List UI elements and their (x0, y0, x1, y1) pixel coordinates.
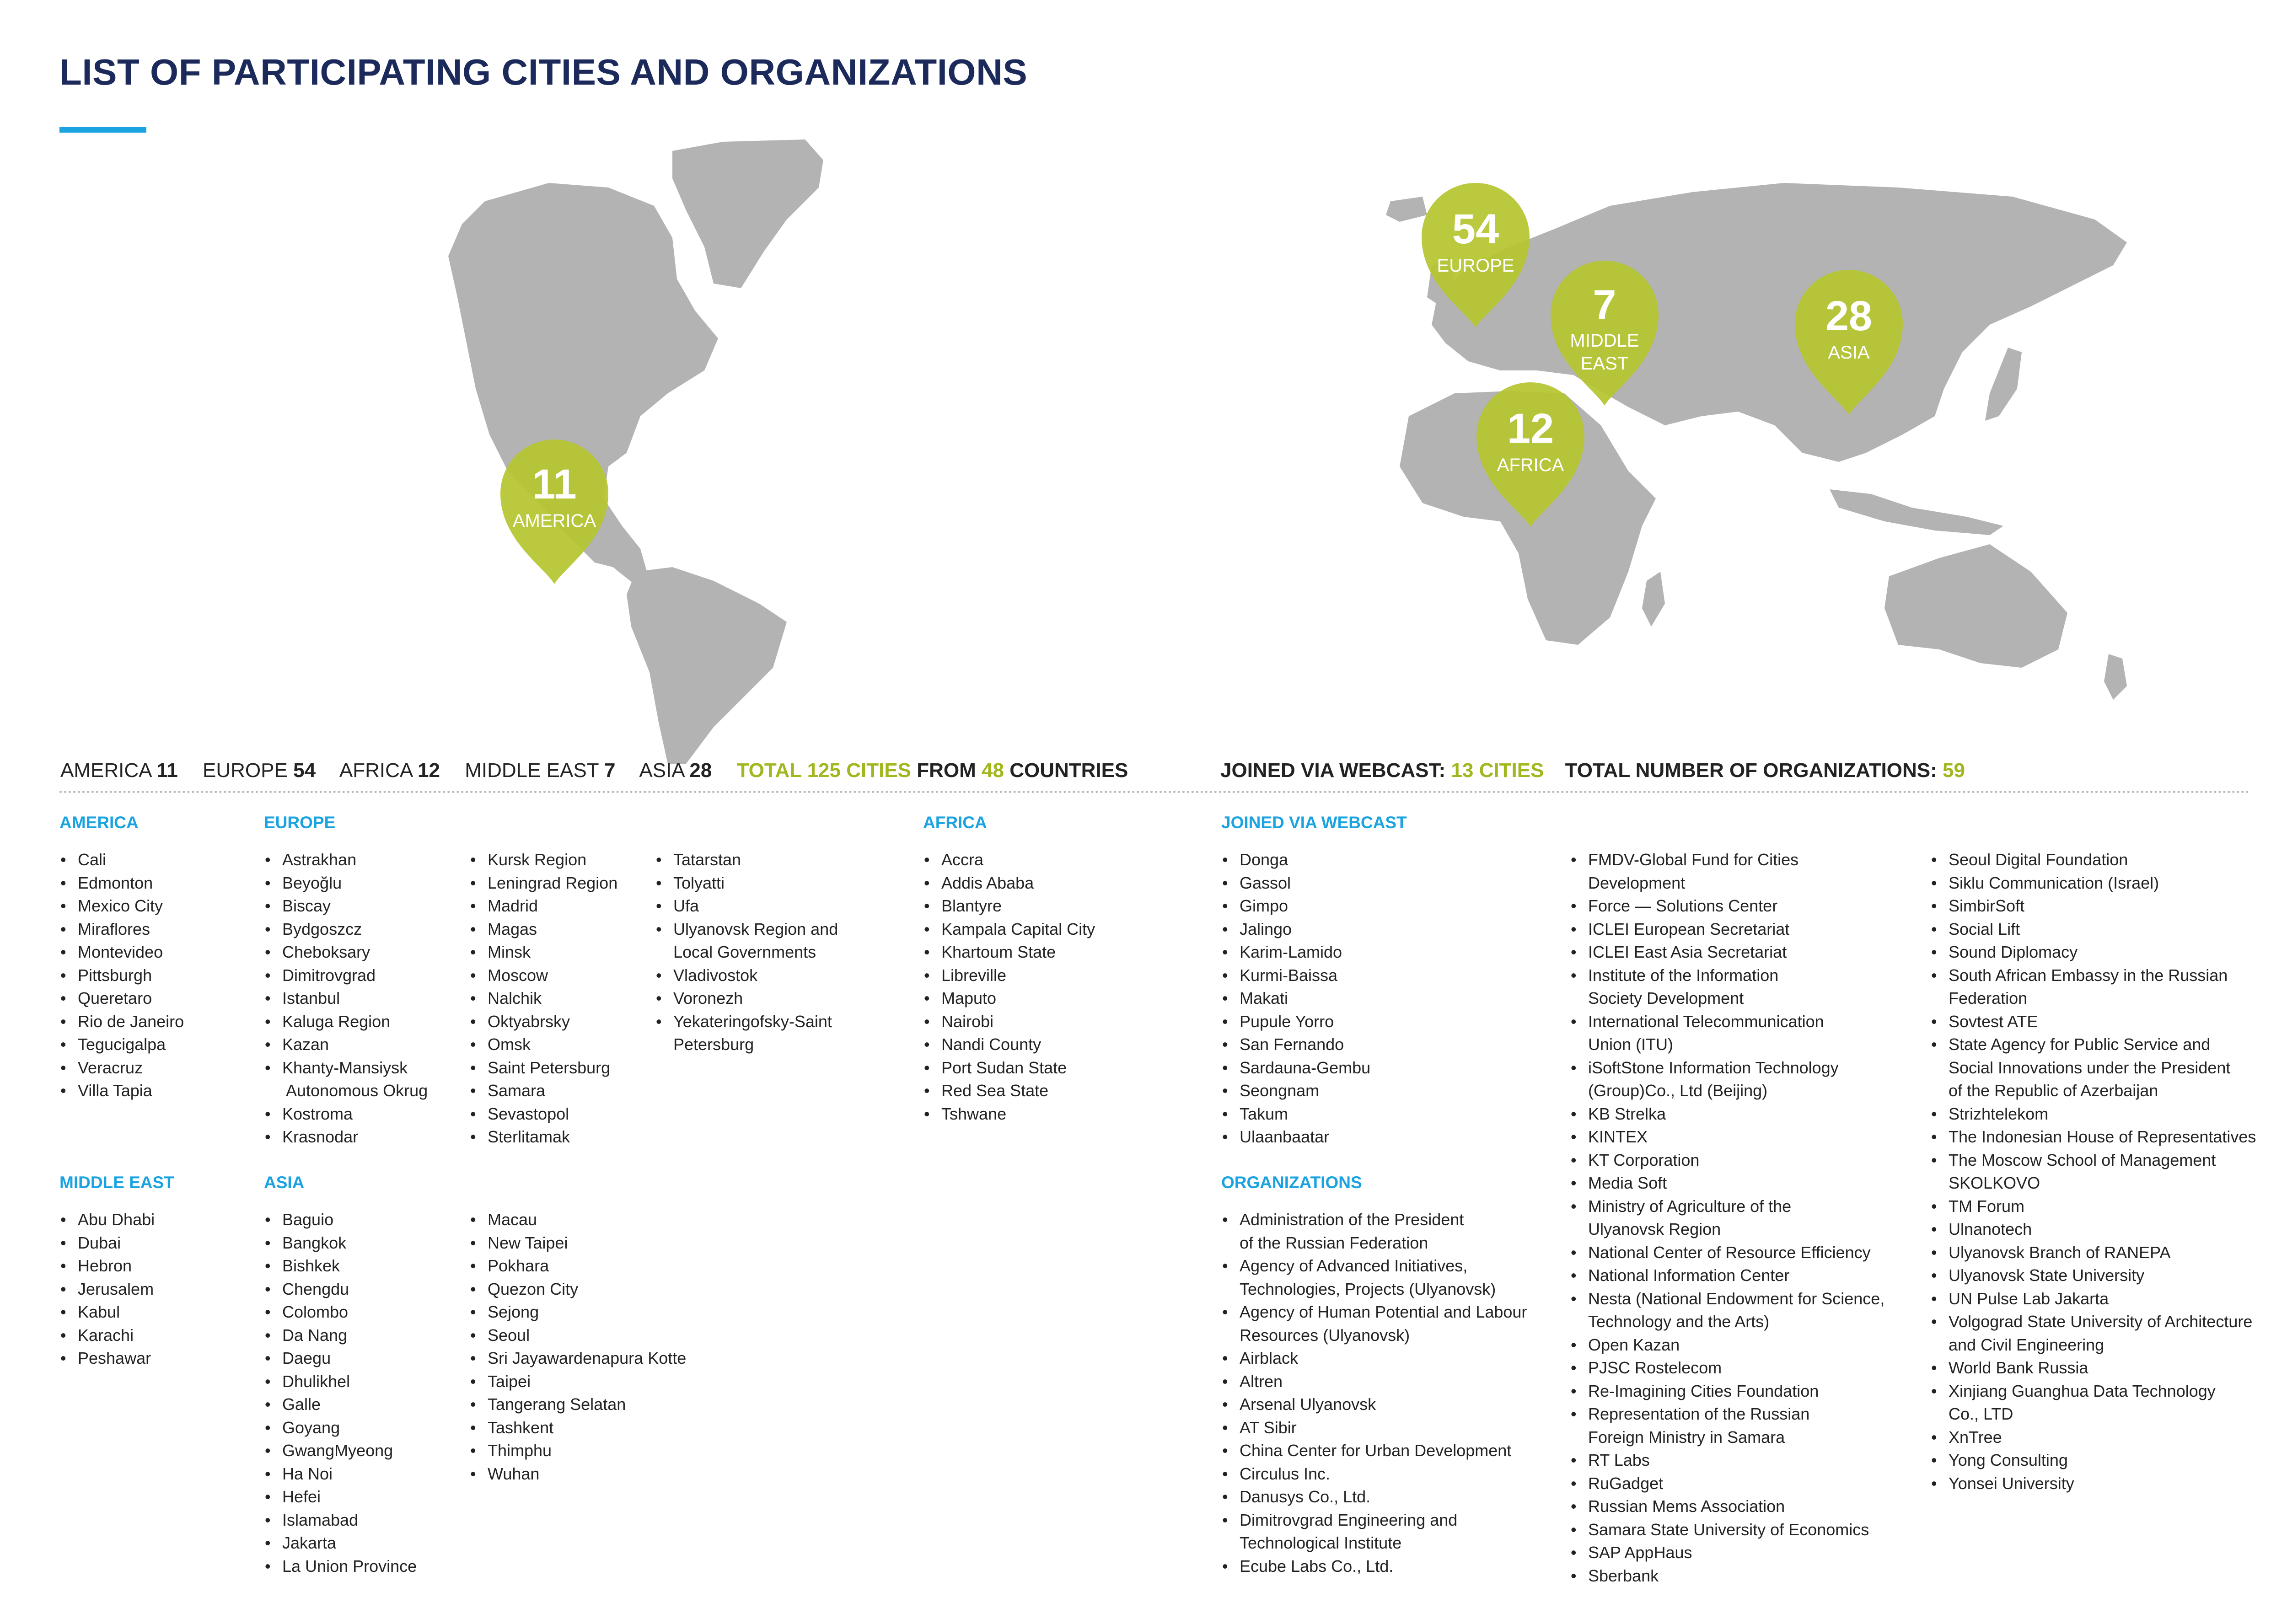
list-item: • South African Embassy in the Russian Federation (1930, 964, 2256, 1010)
list-item: • Oktyabrsky (469, 1010, 617, 1034)
list-item: • Arsenal Ulyanovsk (1221, 1393, 1527, 1416)
list-item: • Re-Imagining Cities Foundation (1570, 1380, 1884, 1403)
list-item: • Social Lift (1930, 918, 2256, 941)
list-item: • Dubai (59, 1232, 155, 1255)
list-item: • La Union Province (264, 1555, 417, 1578)
list-item: • Astrakhan (264, 848, 428, 872)
list-item: • Ulyanovsk Region and Local Governments (655, 918, 838, 964)
summary-america: AMERICA 11 (60, 759, 178, 782)
list-item: • Addis Ababa (923, 872, 1095, 895)
pin-america-count: 11 (532, 461, 577, 508)
list-item: • Siklu Communication (Israel) (1930, 872, 2256, 895)
list-item: • San Fernando (1221, 1033, 1370, 1056)
list-item: • Dimitrovgrad (264, 964, 428, 987)
list-item: • Ecube Labs Co., Ltd. (1221, 1555, 1527, 1578)
section-divider (59, 791, 2250, 793)
list-item: • Donga (1221, 848, 1370, 872)
list-europe-col1 (264, 848, 428, 1149)
list-item: • RT Labs (1570, 1449, 1884, 1472)
list-item: • Colombo (264, 1301, 417, 1324)
list-item: • Abu Dhabi (59, 1208, 155, 1232)
list-item: • Samara State University of Economics (1570, 1518, 1884, 1542)
list-item: • Ulyanovsk Branch of RANEPA (1930, 1241, 2256, 1265)
list-item: • Media Soft (1570, 1172, 1884, 1195)
list-item: • UN Pulse Lab Jakarta (1930, 1287, 2256, 1311)
list-item: • Ulyanovsk State University (1930, 1264, 2256, 1287)
summary-africa: AFRICA 12 (339, 759, 440, 782)
list-item: • New Taipei (469, 1232, 686, 1255)
list-item: • Dimitrovgrad Engineering and Technological Institute (1221, 1509, 1527, 1555)
list-item: • Samara (469, 1079, 617, 1103)
list-item: • Sevastopol (469, 1103, 617, 1126)
land-indonesia (1830, 489, 2003, 535)
list-asia-col1 (264, 1208, 417, 1578)
list-item: • Nesta (National Endowment for Science, Technology and the Arts) (1570, 1287, 1884, 1334)
pin-europe-label: EUROPE (1437, 256, 1514, 276)
list-item: • Quezon City (469, 1278, 686, 1301)
list-item: • Peshawar (59, 1347, 155, 1370)
heading-america: AMERICA (59, 813, 139, 832)
list-item: • KINTEX (1570, 1126, 1884, 1149)
land-new-zealand (2104, 654, 2127, 700)
summary-asia: ASIA 28 (639, 759, 712, 782)
list-item: • Wuhan (469, 1463, 686, 1486)
list-item: • Ulaanbaatar (1221, 1126, 1370, 1149)
land-australia (1884, 544, 2067, 668)
list-item: • Veracruz (59, 1056, 184, 1080)
list-organizations-col3 (1930, 848, 2256, 1495)
list-item: • Goyang (264, 1416, 417, 1440)
list-item: • Tolyatti (655, 872, 838, 895)
list-item: • Villa Tapia (59, 1079, 184, 1103)
heading-europe: EUROPE (264, 813, 336, 832)
list-item: • Jakarta (264, 1532, 417, 1555)
list-item: • Krasnodar (264, 1126, 428, 1149)
summary-total: TOTAL 125 CITIES FROM 48 COUNTRIES (736, 759, 1128, 782)
list-item: • Sound Diplomacy (1930, 941, 2256, 964)
list-item: • Maputo (923, 987, 1095, 1010)
title-underline (59, 127, 146, 133)
list-item: • Pittsburgh (59, 964, 184, 987)
list-item: • Port Sudan State (923, 1056, 1095, 1080)
list-item: • Sejong (469, 1301, 686, 1324)
list-item: • Galle (264, 1393, 417, 1416)
page-title: LIST OF PARTICIPATING CITIES AND ORGANIZATIONS (59, 52, 1028, 92)
list-item: • Tashkent (469, 1416, 686, 1440)
list-item: • Ha Noi (264, 1463, 417, 1486)
list-africa (923, 848, 1095, 1126)
list-item: • Daegu (264, 1347, 417, 1370)
summary-europe: EUROPE 54 (203, 759, 316, 782)
list-item: • Beyoğlu (264, 872, 428, 895)
list-item: • World Bank Russia (1930, 1356, 2256, 1380)
list-item: • Yonsei University (1930, 1472, 2256, 1495)
land-iceland (1386, 197, 1427, 222)
list-america (59, 848, 184, 1103)
list-webcast (1221, 848, 1370, 1149)
list-item: • Nalchik (469, 987, 617, 1010)
list-item: • Sberbank (1570, 1565, 1884, 1588)
list-item: • Karim-Lamido (1221, 941, 1370, 964)
pin-africa-count: 12 (1507, 405, 1554, 452)
list-item: • Bishkek (264, 1254, 417, 1278)
list-item: • Baguio (264, 1208, 417, 1232)
list-item: • Seongnam (1221, 1079, 1370, 1103)
list-item: • SimbirSoft (1930, 895, 2256, 918)
list-item: • Da Nang (264, 1324, 417, 1347)
list-item: • Voronezh (655, 987, 838, 1010)
list-item: • Montevideo (59, 941, 184, 964)
list-item: • Hefei (264, 1485, 417, 1509)
list-item: • State Agency for Public Service and Social Innovations under the President of the Republic of Azerbaijan (1930, 1033, 2256, 1103)
heading-middle-east: MIDDLE EAST (59, 1173, 174, 1192)
list-item: • Open Kazan (1570, 1334, 1884, 1357)
list-organizations-col2 (1570, 848, 1884, 1587)
list-item: • Russian Mems Association (1570, 1495, 1884, 1518)
list-item: • Vladivostok (655, 964, 838, 987)
list-item: • TM Forum (1930, 1195, 2256, 1218)
summary-webcast: JOINED VIA WEBCAST: 13 CITIES (1220, 759, 1544, 782)
heading-asia: ASIA (264, 1173, 305, 1192)
list-item: • Danusys Co., Ltd. (1221, 1485, 1527, 1509)
list-item: • China Center for Urban Development (1221, 1439, 1527, 1463)
list-item: • Ministry of Agriculture of the Ulyanovsk Region (1570, 1195, 1884, 1241)
list-item: • Yekateringofsky-Saint Petersburg (655, 1010, 838, 1056)
list-item: • Agency of Human Potential and Labour Resources (Ulyanovsk) (1221, 1301, 1527, 1347)
list-item: • Seoul (469, 1324, 686, 1347)
list-europe-col3 (655, 848, 838, 1056)
list-item: • Khartoum State (923, 941, 1095, 964)
list-item: • Airblack (1221, 1347, 1527, 1370)
list-item: • Makati (1221, 987, 1370, 1010)
list-item: • Cheboksary (264, 941, 428, 964)
list-item: • Magas (469, 918, 617, 941)
list-item: • Hebron (59, 1254, 155, 1278)
list-item: • Circulus Inc. (1221, 1463, 1527, 1486)
list-item: • Istanbul (264, 987, 428, 1010)
list-item: • KT Corporation (1570, 1149, 1884, 1172)
list-item: • GwangMyeong (264, 1439, 417, 1463)
list-item: • Jalingo (1221, 918, 1370, 941)
list-item: • National Center of Resource Efficiency (1570, 1241, 1884, 1265)
list-item: • The Moscow School of Management SKOLKOVO (1930, 1149, 2256, 1195)
list-item: • Nandi County (923, 1033, 1095, 1056)
list-item: • Libreville (923, 964, 1095, 987)
list-item: • Madrid (469, 895, 617, 918)
list-item: • Kaluga Region (264, 1010, 428, 1034)
list-item: • AT Sibir (1221, 1416, 1527, 1440)
pin-middle-east-label-2: EAST (1580, 354, 1629, 374)
list-item: • Sri Jayawardenapura Kotte (469, 1347, 686, 1370)
list-item: • Yong Consulting (1930, 1449, 2256, 1472)
list-item: • Nairobi (923, 1010, 1095, 1034)
list-item: • Kabul (59, 1301, 155, 1324)
list-item: • Gassol (1221, 872, 1370, 895)
list-item: • Red Sea State (923, 1079, 1095, 1103)
list-item: • Bydgoszcz (264, 918, 428, 941)
list-asia-col2 (469, 1208, 686, 1485)
webcast-org-summary (1220, 759, 1981, 782)
summary-organizations: TOTAL NUMBER OF ORGANIZATIONS: 59 (1565, 759, 1965, 782)
list-item: • FMDV-Global Fund for Cities Development (1570, 848, 1884, 895)
list-item: • Gimpo (1221, 895, 1370, 918)
list-item: • Kostroma (264, 1103, 428, 1126)
list-item: • Minsk (469, 941, 617, 964)
summary-middle-east: MIDDLE EAST 7 (465, 759, 616, 782)
land-south-america (627, 567, 787, 764)
list-item: • Mexico City (59, 895, 184, 918)
list-item: • Pupule Yorro (1221, 1010, 1370, 1034)
list-item: • Kursk Region (469, 848, 617, 872)
list-item: • Bangkok (264, 1232, 417, 1255)
list-item: • Tegucigalpa (59, 1033, 184, 1056)
list-item: • Sardauna-Gembu (1221, 1056, 1370, 1080)
heading-africa: AFRICA (923, 813, 987, 832)
list-item: • Kazan (264, 1033, 428, 1056)
pin-middle-east-label-1: MIDDLE (1570, 331, 1639, 351)
pin-america-label: AMERICA (512, 511, 596, 531)
list-item: • Kampala Capital City (923, 918, 1095, 941)
list-item: • RuGadget (1570, 1472, 1884, 1495)
list-item: • Force — Solutions Center (1570, 895, 1884, 918)
list-item: • Volgograd State University of Architecture and Civil Engineering (1930, 1310, 2256, 1356)
list-item: • Agency of Advanced Initiatives, Technologies, Projects (Ulyanovsk) (1221, 1254, 1527, 1301)
list-item: • Kurmi-Baissa (1221, 964, 1370, 987)
region-summary (60, 759, 1147, 782)
list-item: • Takum (1221, 1103, 1370, 1126)
list-item: • Tatarstan (655, 848, 838, 872)
list-item: • Cali (59, 848, 184, 872)
pin-africa-label: AFRICA (1497, 455, 1564, 475)
list-item: • iSoftStone Information Technology (Group)Co., Ltd (Beijing) (1570, 1056, 1884, 1103)
list-item: • Tangerang Selatan (469, 1393, 686, 1416)
list-europe-col2 (469, 848, 617, 1149)
list-item: • Ufa (655, 895, 838, 918)
list-organizations-col1 (1221, 1208, 1527, 1578)
list-item: • Representation of the Russian Foreign Ministry in Samara (1570, 1403, 1884, 1449)
list-middle-east (59, 1208, 155, 1370)
list-item: • Chengdu (264, 1278, 417, 1301)
pin-america (500, 439, 608, 584)
list-item: • International Telecommunication Union (ITU) (1570, 1010, 1884, 1056)
list-item: • Taipei (469, 1370, 686, 1394)
list-item: • Accra (923, 848, 1095, 872)
list-item: • Queretaro (59, 987, 184, 1010)
list-item: • Omsk (469, 1033, 617, 1056)
list-item: • Miraflores (59, 918, 184, 941)
list-item: • Ulnanotech (1930, 1218, 2256, 1241)
list-item: • Thimphu (469, 1439, 686, 1463)
list-item: • Tshwane (923, 1103, 1095, 1126)
list-item: • ICLEI European Secretariat (1570, 918, 1884, 941)
list-item: • National Information Center (1570, 1264, 1884, 1287)
list-item: • Moscow (469, 964, 617, 987)
list-item: • SAP AppHaus (1570, 1541, 1884, 1565)
world-map (0, 133, 2287, 768)
land-greenland (672, 139, 823, 288)
list-item: • Altren (1221, 1370, 1527, 1394)
list-item: • Khanty-Mansiysk Autonomous Okrug (264, 1056, 428, 1103)
list-item: • Karachi (59, 1324, 155, 1347)
list-item: • Islamabad (264, 1509, 417, 1532)
list-item: • Administration of the President of the Russian Federation (1221, 1208, 1527, 1254)
list-item: • Sovtest ATE (1930, 1010, 2256, 1034)
list-item: • Seoul Digital Foundation (1930, 848, 2256, 872)
list-item: • Jerusalem (59, 1278, 155, 1301)
heading-webcast: JOINED VIA WEBCAST (1221, 813, 1407, 832)
land-madagascar (1642, 572, 1665, 627)
map-land (448, 139, 2127, 764)
list-item: • Sterlitamak (469, 1126, 617, 1149)
list-item: • Rio de Janeiro (59, 1010, 184, 1034)
list-item: • XnTree (1930, 1426, 2256, 1449)
pin-middle-east-count: 7 (1593, 282, 1616, 328)
list-item: • Edmonton (59, 872, 184, 895)
list-item: • Institute of the Information Society Development (1570, 964, 1884, 1010)
list-item: • Pokhara (469, 1254, 686, 1278)
list-item: • ICLEI East Asia Secretariat (1570, 941, 1884, 964)
list-item: • Blantyre (923, 895, 1095, 918)
land-japan (1985, 348, 2022, 421)
list-item: • KB Strelka (1570, 1103, 1884, 1126)
list-item: • PJSC Rostelecom (1570, 1356, 1884, 1380)
list-item: • Macau (469, 1208, 686, 1232)
list-item: • Biscay (264, 895, 428, 918)
list-item: • Leningrad Region (469, 872, 617, 895)
list-item: • Strizhtelekom (1930, 1103, 2256, 1126)
list-item: • Saint Petersburg (469, 1056, 617, 1080)
heading-organizations: ORGANIZATIONS (1221, 1173, 1362, 1192)
pin-asia-count: 28 (1825, 293, 1873, 339)
list-item: • Xinjiang Guanghua Data Technology Co., LTD (1930, 1380, 2256, 1426)
list-item: • Dhulikhel (264, 1370, 417, 1394)
pin-asia-label: ASIA (1828, 343, 1870, 363)
pin-europe-count: 54 (1452, 206, 1499, 252)
list-item: • The Indonesian House of Representatives (1930, 1126, 2256, 1149)
